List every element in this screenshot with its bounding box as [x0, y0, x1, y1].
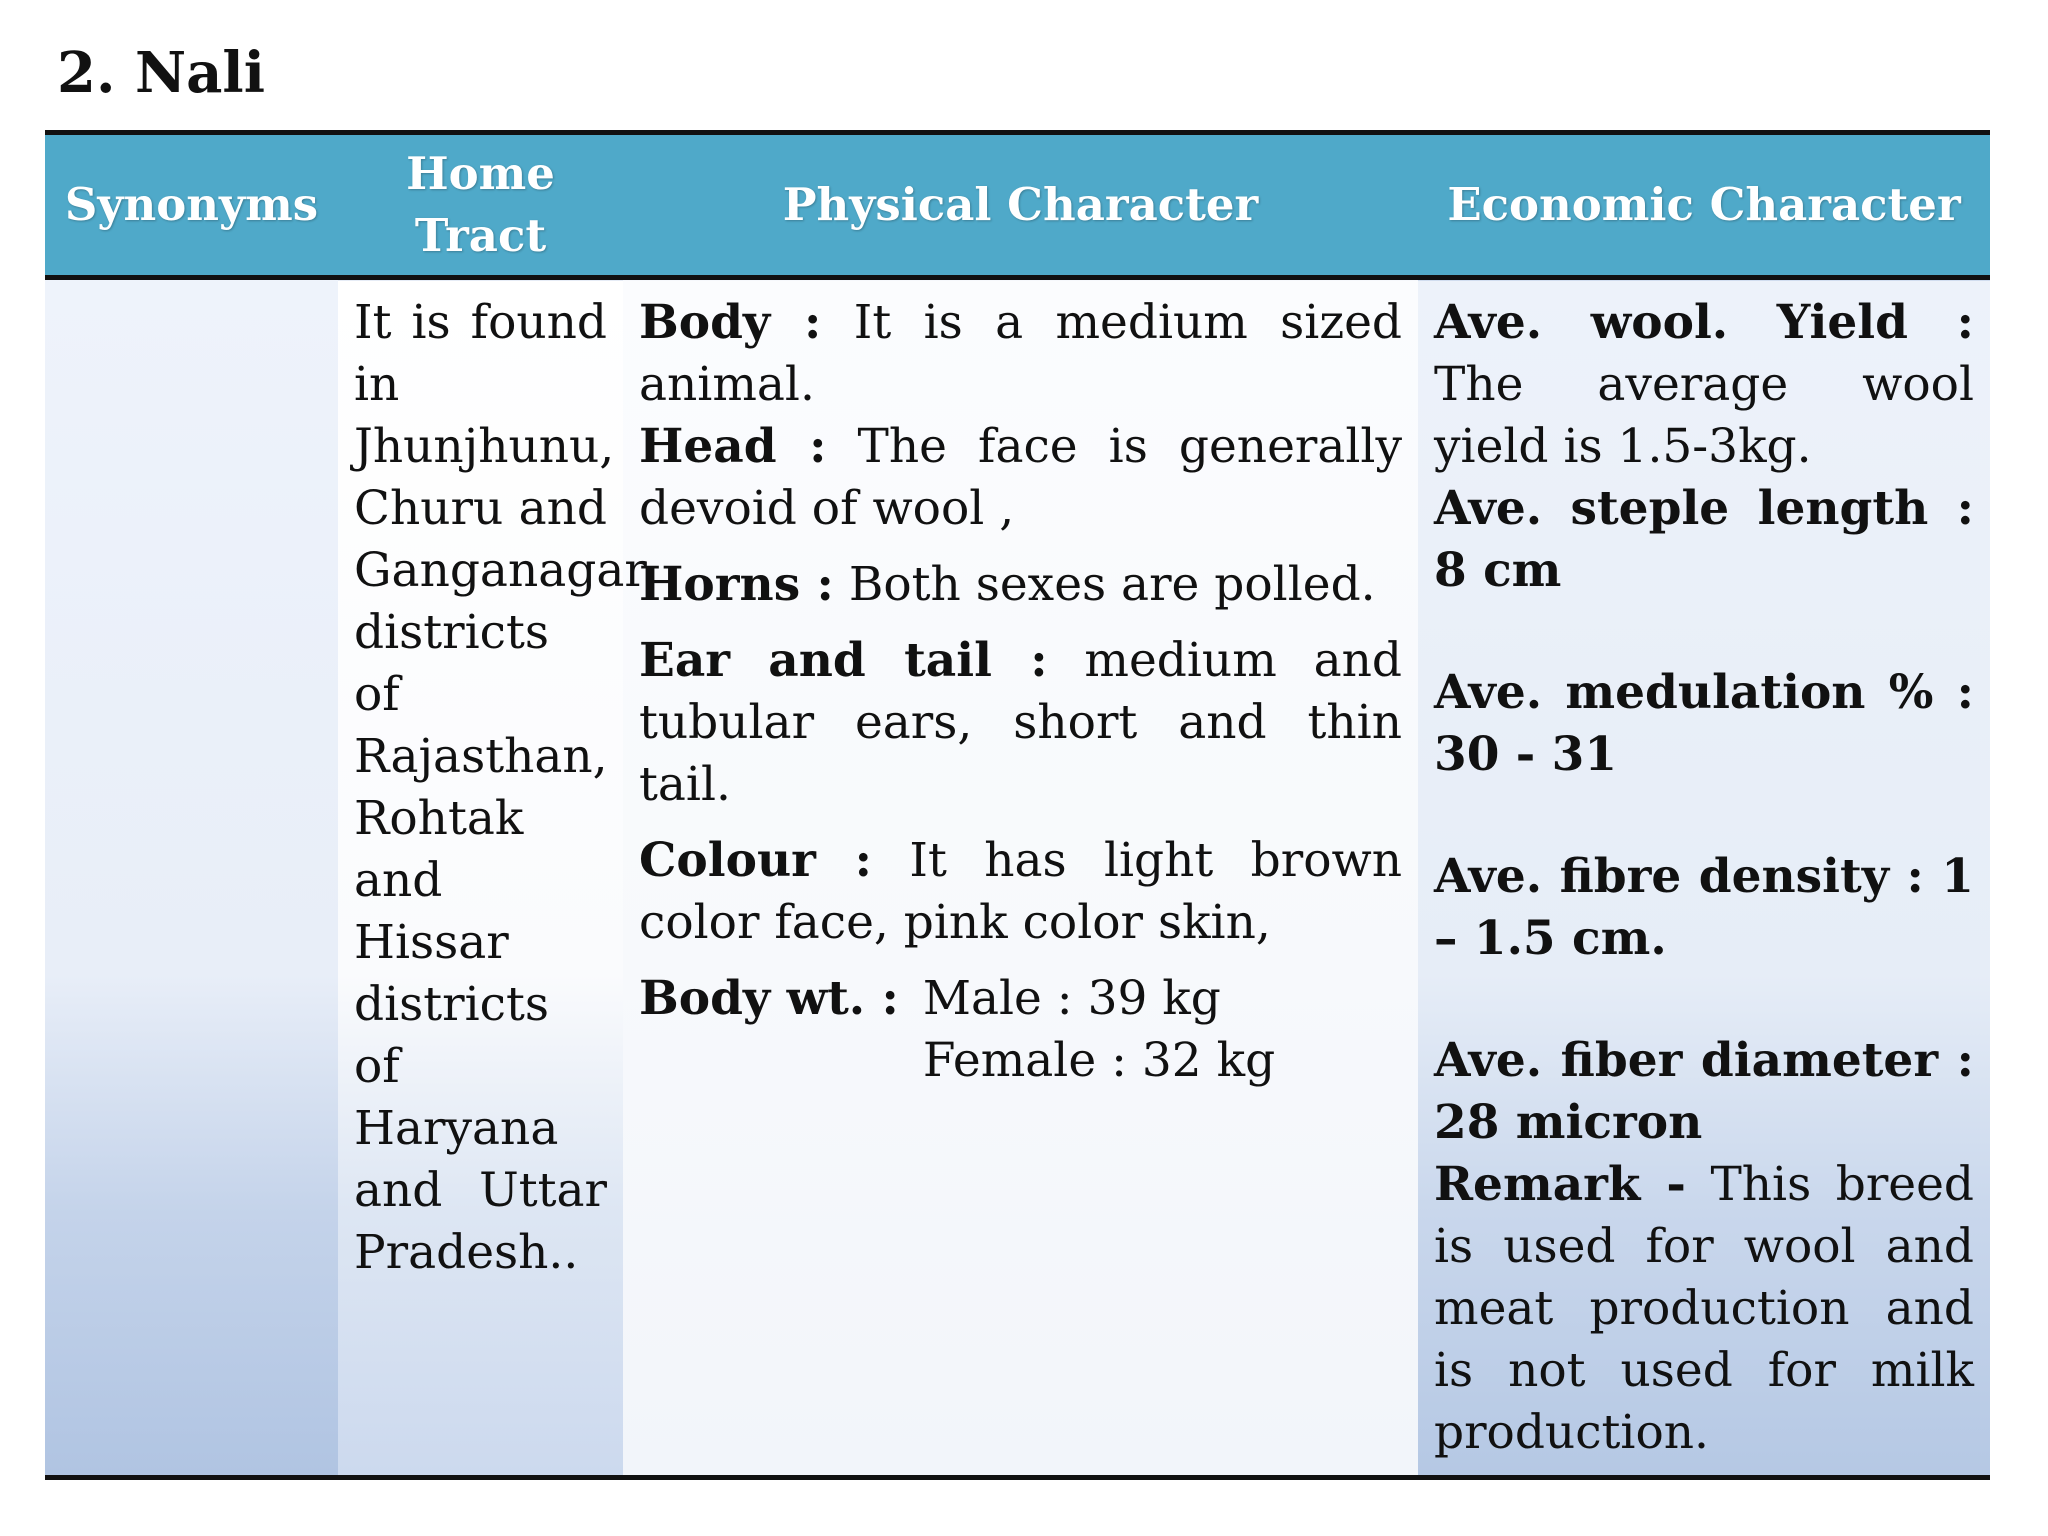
horns-entry [639, 554, 1402, 616]
body-weight-male: Male : 39 kg [922, 971, 1221, 1026]
header-economic-character: Economic Character [1418, 133, 1990, 278]
table-header-row [45, 133, 1990, 278]
horns-term: Horns : [639, 557, 834, 612]
body-weight-values [923, 968, 1275, 1092]
header-physical-character: Physical Character [623, 133, 1418, 278]
head-text: The face is generally devoid of wool , [639, 419, 1402, 536]
header-home-tract: Home Tract [338, 133, 623, 278]
wool-yield-entry [1434, 292, 1974, 478]
body-weight-female: Female : 32 kg [922, 1033, 1276, 1088]
body-term: Body : [639, 295, 822, 350]
body-text: It is a medium sized animal. [639, 295, 1402, 412]
colour-text: It has light brown color face, pink color skin, [639, 833, 1402, 950]
remark-term: Remark - [1434, 1157, 1686, 1212]
ear-tail-text: medium and tubular ears, short and thin tail. [639, 633, 1402, 812]
ear-tail-term: Ear and tail : [639, 633, 1048, 688]
home-tract-cell: It is found in Jhunjhunu, Churu and Ganganagar districts of Rajasthan, Rohtak and Hissar districts of Haryana and Uttar Pradesh.. [338, 278, 623, 1478]
body-entry [639, 292, 1402, 416]
body-weight-entry [639, 968, 1402, 1092]
colour-entry [639, 830, 1402, 954]
ear-tail-entry [639, 630, 1402, 816]
wool-yield-term: Ave. wool. Yield : [1434, 295, 1974, 350]
fibre-density-entry: Ave. fibre density : 1 – 1.5 cm. [1434, 849, 1974, 966]
head-term: Head : [639, 419, 827, 474]
economic-character-cell [1418, 278, 1990, 1478]
medulation-entry: Ave. medulation % : 30 - 31 [1434, 665, 1974, 782]
horns-text: Both sexes are polled. [833, 557, 1376, 612]
physical-character-cell [623, 278, 1418, 1478]
wool-yield-text: The average wool yield is 1.5-3kg. [1434, 357, 1974, 474]
breed-characteristics-table [45, 130, 1990, 1480]
fiber-diameter-entry: Ave. fiber diameter : 28 micron [1434, 1033, 1974, 1150]
table-row [45, 278, 1990, 1478]
staple-length-entry: Ave. steple length : 8 cm [1434, 481, 1974, 598]
slide-title: 2. Nali [57, 40, 265, 106]
body-weight-term: Body wt. : [639, 971, 899, 1026]
remark-text: This breed is used for wool and meat production and is not used for milk production. [1434, 1157, 1974, 1460]
head-entry [639, 416, 1402, 540]
colour-term: Colour : [639, 833, 873, 888]
remark-entry [1434, 1154, 1974, 1464]
synonyms-cell [45, 278, 338, 1478]
header-synonyms: Synonyms [45, 133, 338, 278]
